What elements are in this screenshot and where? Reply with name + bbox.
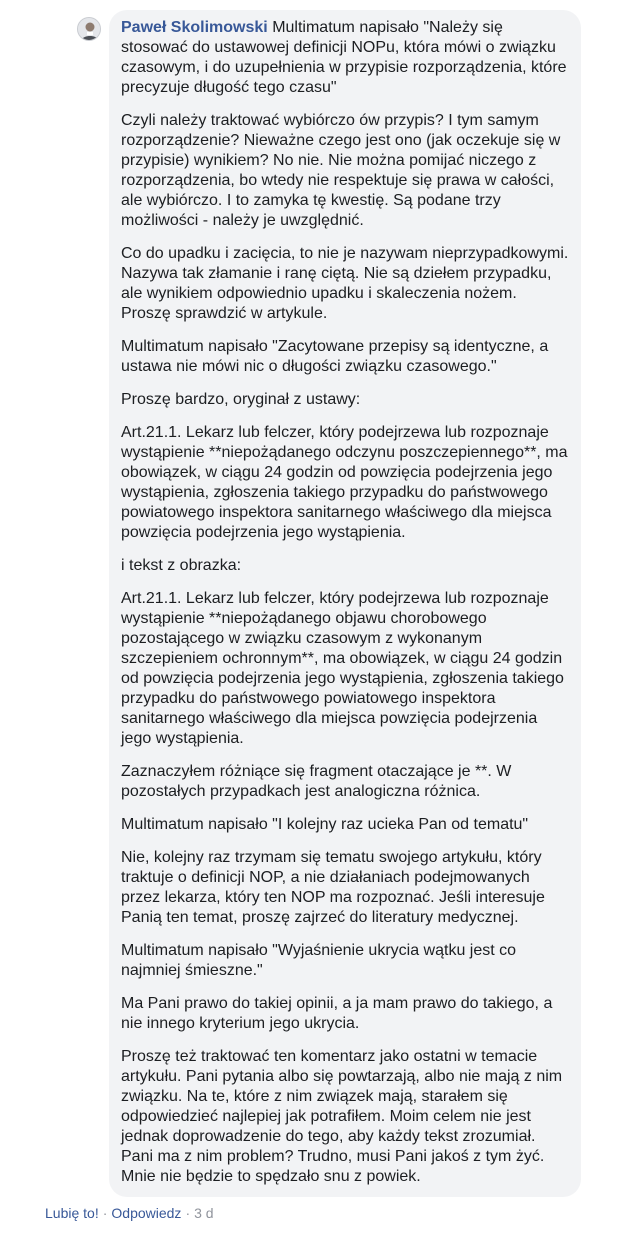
comment-paragraph: Co do upadku i zacięcia, to nie je nazywam nieprzypadkowymi. Nazywa tak złamanie i ranę ciętą. Nie są dziełem przypadku, ale wynikiem odpowiednio upadku i skaleczenia nożem. Proszę sprawdzić w artykule. bbox=[121, 245, 569, 322]
comment-paragraph bbox=[121, 18, 569, 98]
separator: · bbox=[185, 1205, 191, 1221]
comment-text: Multimatum napisało "Należy się stosować do ustawowej definicji NOPu, która mówi o związku czasowym, i do uzupełnienia w przypisie rozporządzenia, które precyzuje długość tego czasu" bbox=[121, 19, 567, 96]
comment-paragraph: i tekst z obrazka: bbox=[121, 557, 242, 574]
reply-link[interactable]: Odpowiedz bbox=[111, 1205, 182, 1221]
comment-paragraph: Czyli należy traktować wybiórczo ów przypis? I tym samym rozporządzenie? Nieważne czego jest ono (jak oczekuje się w przypisie) wynikiem? No nie. Nie można pomijać niczego z rozporządzenia, bo wtedy nie respektuje się prawa w całości, ale wybiórczo. I to zamyka tę kwestię. Są podane trzy możliwości - należy je uwzględnić. bbox=[121, 112, 561, 229]
comment-paragraph: Art.21.1. Lekarz lub felczer, który podejrzewa lub rozpoznaje wystąpienie **niepożądanego odczynu poszczepiennego**, ma obowiązek, w ciągu 24 godzin od powzięcia podejrzenia jego wystąpienia, zgłoszenia takiego przypadku do państwowego powiatowego inspektora sanitarnego właściwego dla miejsca powzięcia podejrzenia jego wystąpienia. bbox=[121, 424, 568, 541]
separator: · bbox=[102, 1205, 108, 1221]
comment-paragraph: Multimatum napisało "I kolejny raz ucieka Pan od tematu" bbox=[121, 816, 529, 833]
comment-paragraph: Art.21.1. Lekarz lub felczer, który podejrzewa lub rozpoznaje wystąpienie **niepożądanego objawu chorobowego pozostającego w związku czasowym z wykonanym szczepieniem ochronnym**, ma obowiązek, w ciągu 24 godzin od powzięcia podejrzenia jego wystąpienia, zgłoszenia takiego przypadku do państwowego powiatowego inspektora sanitarnego właściwego dla miejsca powzięcia podejrzenia jego wystąpienia. bbox=[121, 590, 564, 747]
comment-paragraph: Proszę też traktować ten komentarz jako ostatni w temacie artykułu. Pani pytania albo się powtarzają, albo nie mają z nim związku. Na te, które z nim związek mają, starałem się odpowiedzieć najlepiej jak potrafiłem. Moim celem nie jest jednak doprowadzenie do tego, aby każdy tekst zrozumiał. Pani ma z nim problem? Trudno, musi Pani jakoś z tym żyć. Mnie nie będzie to spędzało snu z powiek. bbox=[121, 1048, 563, 1185]
comment-paragraph: Nie, kolejny raz trzymam się tematu swojego artykułu, który traktuje o definicji NOP, a nie działaniach podejmowanych przez lekarza, który ten NOP ma rozpoznać. Jeśli interesuje Panią ten temat, proszę zajrzeć do literatury medycznej. bbox=[121, 849, 545, 926]
comment-paragraph: Zaznaczyłem różniące się fragment otaczające je **. W pozostałych przypadkach jest analogiczna różnica. bbox=[121, 763, 512, 800]
comment-actions bbox=[45, 1205, 214, 1221]
timestamp[interactable]: 3 d bbox=[194, 1205, 214, 1221]
comment-bubble bbox=[109, 10, 581, 1197]
comment-paragraph: Proszę bardzo, oryginał z ustawy: bbox=[121, 391, 361, 408]
like-link[interactable]: Lubię to! bbox=[45, 1205, 99, 1221]
comment-paragraph: Multimatum napisało "Zacytowane przepisy są identyczne, a ustawa nie mówi nic o długości związku czasowego." bbox=[121, 338, 549, 375]
comment-paragraph: Multimatum napisało "Wyjaśnienie ukrycia wątku jest co najmniej śmieszne." bbox=[121, 942, 517, 979]
author-name-link[interactable]: Paweł Skolimowski bbox=[121, 19, 268, 36]
user-photo-icon bbox=[78, 18, 101, 41]
avatar[interactable] bbox=[77, 17, 101, 41]
comment-paragraph: Ma Pani prawo do takiej opinii, a ja mam prawo do takiego, a nie innego kryterium jego ukrycia. bbox=[121, 995, 553, 1032]
